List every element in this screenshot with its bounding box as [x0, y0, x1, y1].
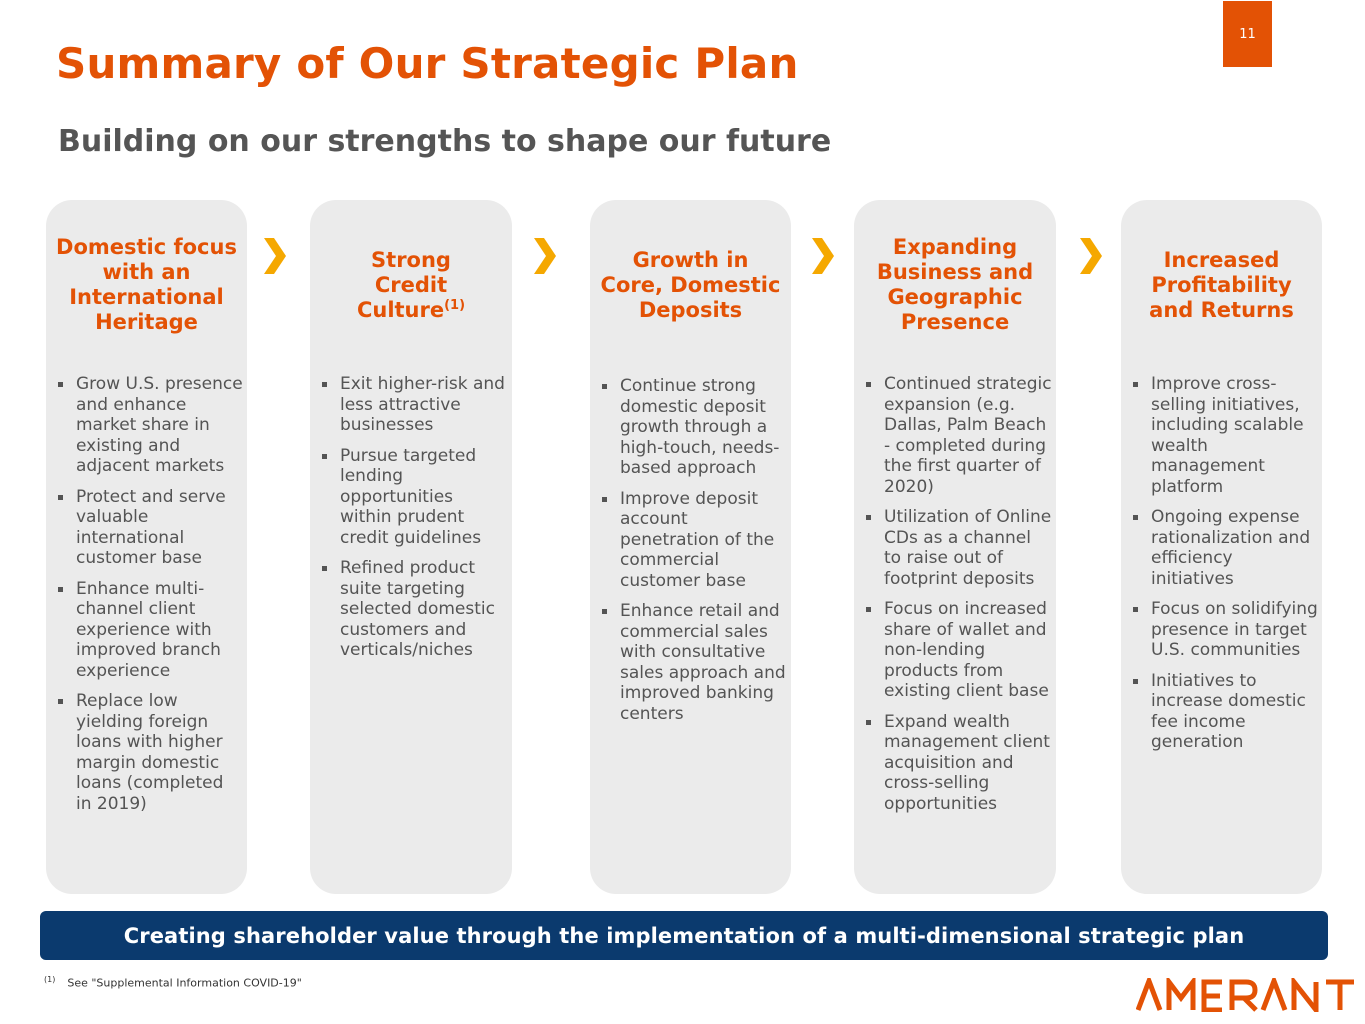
pillar-heading: Expanding Business and Geographic Presence [876, 235, 1034, 334]
pillar-core-deposits [590, 200, 791, 894]
pillar-heading [310, 230, 512, 340]
pillar-bullet-list [320, 374, 508, 671]
footnote-marker: (1) [444, 297, 466, 313]
pillar-bullet-list [56, 374, 243, 824]
bullet-item: Initiatives to increase domestic fee income generation [1131, 671, 1318, 753]
bullet-item: Pursue targeted lending opportunities within prudent credit guidelines [320, 446, 508, 549]
pillar-heading-text: Strong Credit Culture [356, 247, 451, 322]
bullet-item: Enhance multi-channel client experience with improved branch experience [56, 579, 243, 682]
amerant-logo [1136, 978, 1356, 1012]
footnote [44, 975, 302, 990]
bullet-item: Exit higher-risk and less attractive businesses [320, 374, 508, 436]
pillar-heading: Domestic focus with an International Heritage [56, 235, 237, 334]
pillar-bullet-list [1131, 374, 1318, 763]
summary-banner: Creating shareholder value through the implementation of a multi-dimensional strategic plan [40, 911, 1328, 960]
footnote-marker: (1) [44, 975, 56, 984]
bullet-item: Grow U.S. presence and enhance market share in existing and adjacent markets [56, 374, 243, 477]
chevron-right-icon [806, 236, 838, 276]
pillar-strong-credit [310, 200, 512, 894]
page-title: Summary of Our Strategic Plan [56, 39, 799, 88]
bullet-item: Replace low yielding foreign loans with higher margin domestic loans (completed in 2019) [56, 691, 243, 814]
bullet-item: Focus on solidifying presence in target U.S. communities [1131, 599, 1318, 661]
bullet-item: Expand wealth management client acquisition and cross-selling opportunities [864, 712, 1052, 815]
chevron-right-icon [528, 236, 560, 276]
bullet-item: Focus on increased share of wallet and non-lending products from existing client base [864, 599, 1052, 702]
footnote-text: See "Supplemental Information COVID-19" [67, 976, 302, 990]
pillar-heading: Increased Profitability and Returns [1149, 247, 1294, 322]
bullet-item: Continued strategic expansion (e.g. Dallas, Palm Beach - completed during the first quarter of 2020) [864, 374, 1052, 497]
bullet-item: Improve deposit account penetration of the commercial customer base [600, 489, 787, 592]
bullet-item: Protect and serve valuable international customer base [56, 487, 243, 569]
page-subtitle: Building on our strengths to shape our future [58, 124, 832, 159]
pillar-bullet-list [600, 376, 787, 734]
pillar-heading: Growth in Core, Domestic Deposits [600, 247, 781, 322]
pillar-expanding-business [854, 200, 1056, 894]
pillar-bullet-list [864, 374, 1052, 824]
pillar-profitability [1121, 200, 1322, 894]
bullet-item: Enhance retail and commercial sales with consultative sales approach and improved banking centers [600, 601, 787, 724]
bullet-item: Improve cross-selling initiatives, including scalable wealth management platform [1131, 374, 1318, 497]
pillar-domestic-focus [46, 200, 247, 894]
page-number: 11 [1223, 1, 1272, 67]
bullet-item: Utilization of Online CDs as a channel to raise out of footprint deposits [864, 507, 1052, 589]
chevron-right-icon [258, 236, 290, 276]
bullet-item: Refined product suite targeting selected domestic customers and verticals/niches [320, 558, 508, 661]
chevron-right-icon [1074, 236, 1106, 276]
bullet-item: Continue strong domestic deposit growth through a high-touch, needs-based approach [600, 376, 787, 479]
bullet-item: Ongoing expense rationalization and efficiency initiatives [1131, 507, 1318, 589]
